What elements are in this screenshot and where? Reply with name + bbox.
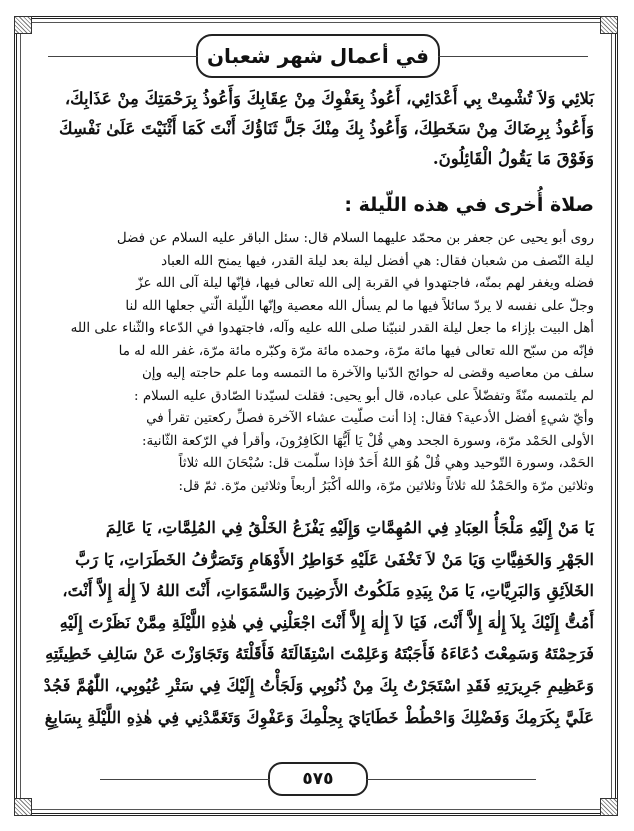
narration-line: لم يلتمسه منّةً وتفضّلاً على عباده، قال أبو يحيى: فقلت لسيّدنا الصّادق عليه السلام : (134, 388, 594, 404)
narration-line: وثلاثين مرّة والحَمْدُ لله ثلاثاً وثلاثين مرّة، والله أكْبَرُ أربعاً وثلاثين مرّة. ثمّ قل: (178, 478, 594, 494)
header-cartouche (196, 34, 440, 78)
narration-line: ليلة النّصف من شعبان فقال: هي أفضل ليلة بعد ليلة القدر، فيها يمنح الله العباد (161, 253, 594, 269)
section-heading: صلاة أُخرى في هذه اللّيلة : (344, 194, 594, 216)
prayer-line: أَمُتُّ إِلَيْكَ بِلاَ إِلٰهَ إِلاَّ أَنْتَ، فَيَا لاَ إِلٰهَ إِلاَّ أَنْتَ اجْعَلْنِي فِي هٰذِهِ اللَّيْلَةِ مِمَّنْ نَظَرْتَ إِلَيْهِ (59, 612, 594, 632)
narration-line: وجلّ على نفسه لا يردّ سائلاً فيها ما لم يسأل الله معصية وإنّها اللّيلة الّتي جعلها الله لنا (125, 298, 594, 314)
supplication-line: بَلائِي وَلاَ تُشْمِتْ بِي أَعْدَائِي، أَعُوذُ بِعَفْوِكَ مِنْ عِقَابِكَ وَأَعُوذُ بِرَحْمَتِكَ مِنْ عَذَابِكَ، (64, 89, 594, 108)
narration-line: فضله ويغفر لهم بمنّه، فاجتهدوا في القربة إلى الله تعالى فيها، فإنّها ليلة آلى الله عزّ (136, 276, 594, 291)
supplication-line: وَأَعُوذُ بِرِضَاكَ مِنْ سَخَطِكَ، وَأَعُوذُ بِكَ مِنْكَ جَلَّ ثَنَاؤُكَ أَنْتَ كَمَا أَثْنَيْتَ عَلَىٰ نَفْسِكَ (58, 119, 594, 138)
corner-ornament-top-left (14, 16, 32, 34)
running-header-title: في أعمال شهر شعبان (206, 44, 430, 68)
narration-line: الأولى الحَمْد مرّة، وسورة الجحد وهي قُلْ يَا أَيُّهَا الكَافِرُونَ، وأقرأ في الرّكعة الثّانية: (142, 433, 594, 449)
prayer-line: عَلَيَّ بِكَرَمِكَ وَفَضْلِكَ وَاحْطُطْ خَطَايَايَ بِحِلْمِكَ وَعَفْوِكَ وَتَغَمَّدْنِي فِي هٰذِهِ اللَّيْلَةِ بِسَابِغِ (44, 707, 594, 727)
narration-line: وأيّ شيءٍ أفضل الأدعية؟ فقال: إذا أنت صلّيت عشاء الآخرة فصلِّ ركعتين تقرأ في (146, 411, 594, 426)
narration-line: الحَمْد، وسورة التّوحيد وهي قُلْ هُوَ اللهُ أَحَدٌ فإذا سلّمت قل: سُبْحَانَ الله ثلاثاً (178, 456, 594, 471)
corner-ornament-bottom-right (600, 798, 618, 816)
narration-line: روى أبو يحيى عن جعفر بن محمّد عليهما السلام قال: سئل الباقر عليه السلام عن فضل (116, 231, 594, 246)
supplication-continuation (40, 84, 594, 174)
corner-ornament-bottom-left (14, 798, 32, 816)
supplication-line: وَفَوْقَ مَا يَقُولُ الْقَائِلُونَ. (432, 149, 594, 168)
page-content (40, 84, 594, 733)
prayer-line: فَرَحِمْتَهُ وَسَمِعْتَ دُعَاءَهُ فَأَجَبْتَهُ وَعَلِمْتَ اسْتِقَالَتَهُ فَأَقَلْتَهُ وَتَجَاوَزْتَ عَنْ سَالِفِ خَطِيئَتِهِ (45, 644, 594, 664)
prayer-line: الخَلاَئِقِ وَالبَرِيَّاتِ، يَا مَنْ بِيَدِهِ مَلَكُوتُ الأَرَضِينَ وَالسَّمَوَاتِ، أَنْتَ اللهُ لاَ إِلٰهَ إِلاَّ أَنْتَ، (62, 581, 594, 601)
prayer-text (40, 512, 594, 733)
prayer-line: الجَهْرِ وَالخَفِيَّاتِ وَيَا مَنْ لاَ تَخْفَىٰ عَلَيْهِ خَوَاطِرُ الأَوْهَامِ وَتَصَرُّفُ الخَطَرَاتِ، يَا رَبَّ (75, 549, 594, 569)
corner-ornament-top-right (600, 16, 618, 34)
page-number (268, 762, 368, 796)
prayer-line: يَا مَنْ إِلَيْهِ مَلْجَأُ العِبَادِ فِي المُهِمَّاتِ وَإِلَيْهِ يَفْزَعُ الخَلْقُ فِي المُلِمَّاتِ، يَا عَالِمَ (105, 518, 594, 537)
narration-line: فإنّه من سبّح الله تعالى فيها مائة مرّة، وحمده مائة مرّة وكبّره مائة مرّة، غفر الله له ما (118, 343, 594, 359)
narration-line: أهل البيت بإزاء ما جعل ليلة القدر لنبيّنا صلى الله عليه وآله، فاجتهدوا في الدّعاء والثّناء على الله (70, 321, 594, 336)
page-number-value: ٥٧٥ (302, 769, 334, 789)
narration-paragraph (40, 228, 594, 498)
prayer-line: وَعَظِيمِ جَرِيرَتِهِ فَقَدِ اسْتَجَرْتُ بِكَ مِنْ ذُنُوبِي وَلَجَأْتُ إِلَيْكَ فِي سَتْرِ عُيُوبِي، اللّٰهُمَّ فَجُدْ (43, 675, 594, 695)
narration-line: سلف من معاصيه وقضى له حوائج الدّنيا والآخرة ما التمسه وما علم حاجته إليه وإن (141, 366, 594, 381)
